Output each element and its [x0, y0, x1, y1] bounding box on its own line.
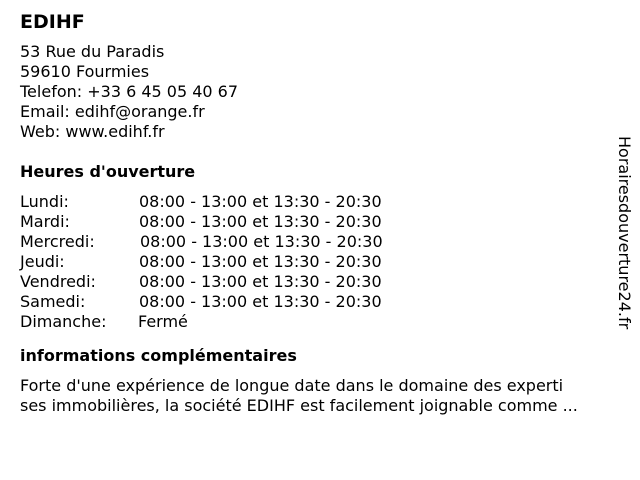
hours-value: 08:00 - 13:00 et 13:30 - 20:30 — [139, 212, 382, 231]
hours-row-mercredi — [20, 232, 620, 252]
hours-row-lundi — [20, 192, 620, 212]
hours-value: 08:00 - 13:00 et 13:30 - 20:30 — [139, 292, 382, 311]
hours-day: Mardi: — [20, 212, 70, 231]
info-text-line-2: ses immobilières, la société EDIHF est facilement joignable comme ... — [20, 396, 578, 415]
business-card — [20, 10, 620, 416]
hours-day: Mercredi: — [20, 232, 95, 251]
hours-day: Samedi: — [20, 292, 86, 311]
hours-day: Jeudi: — [20, 252, 65, 271]
hours-row-vendredi — [20, 272, 620, 292]
hours-row-jeudi — [20, 252, 620, 272]
address-line-2: 59610 Fourmies — [20, 62, 150, 81]
contact-block — [20, 42, 620, 142]
hours-value: 08:00 - 13:00 et 13:30 - 20:30 — [139, 252, 382, 271]
email-line: Email: edihf@orange.fr — [20, 102, 205, 121]
watermark: Horairesdouverture24.fr — [615, 136, 634, 330]
hours-row-samedi — [20, 292, 620, 312]
hours-day: Dimanche: — [20, 312, 107, 331]
hours-title: Heures d'ouverture — [20, 162, 196, 181]
web-line: Web: www.edihf.fr — [20, 122, 165, 141]
hours-table — [20, 192, 620, 332]
info-title: informations complémentaires — [20, 346, 297, 365]
hours-row-dimanche — [20, 312, 620, 332]
hours-row-mardi — [20, 212, 620, 232]
info-text-line-1: Forte d'une expérience de longue date dans le domaine des experti — [20, 376, 564, 395]
hours-value: 08:00 - 13:00 et 13:30 - 20:30 — [139, 272, 382, 291]
hours-value: Fermé — [138, 312, 188, 331]
phone-line: Telefon: +33 6 45 05 40 67 — [20, 82, 239, 101]
hours-value: 08:00 - 13:00 et 13:30 - 20:30 — [139, 192, 382, 211]
business-name: EDIHF — [20, 11, 85, 33]
address-line-1: 53 Rue du Paradis — [20, 42, 165, 61]
info-block — [20, 376, 620, 416]
hours-value: 08:00 - 13:00 et 13:30 - 20:30 — [140, 232, 383, 251]
hours-day: Vendredi: — [20, 272, 96, 291]
hours-day: Lundi: — [20, 192, 69, 211]
